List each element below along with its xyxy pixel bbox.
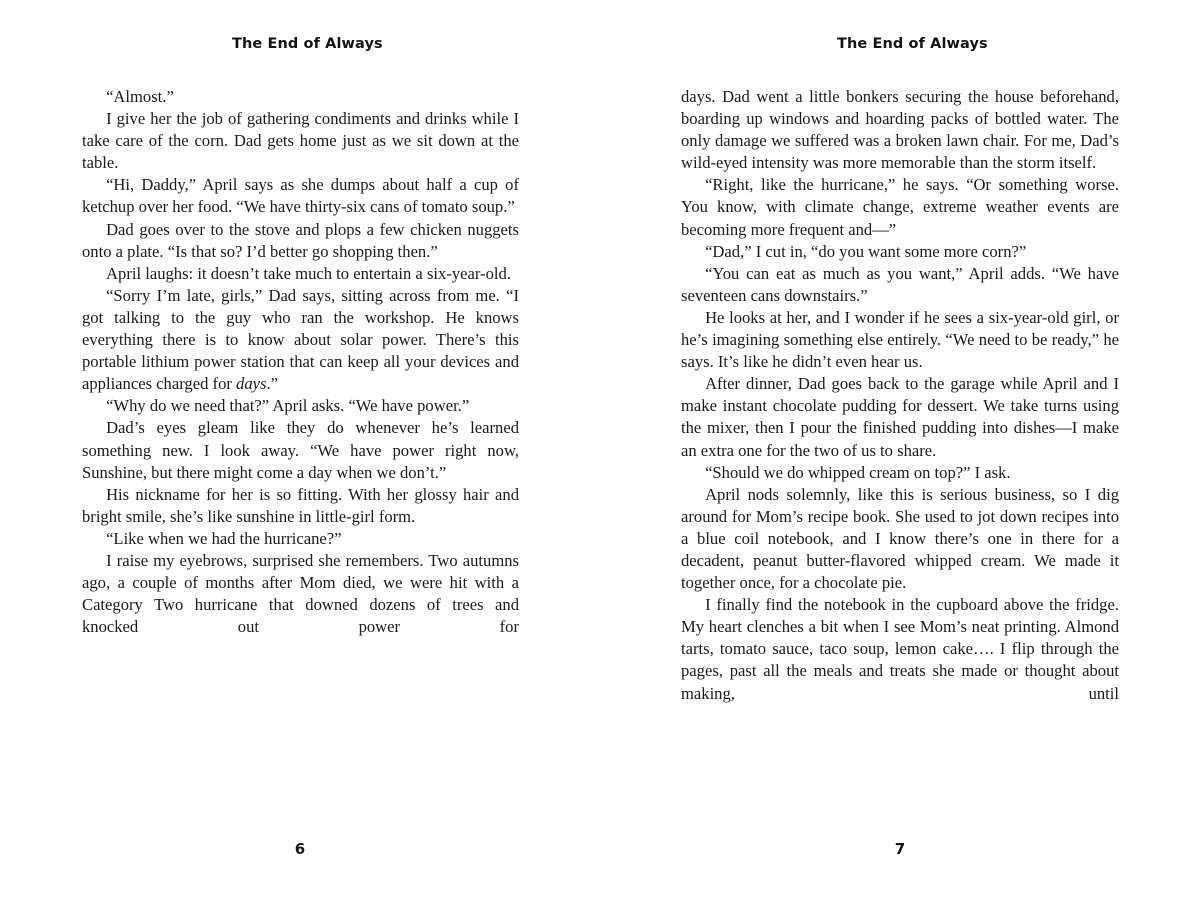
paragraph-text-tail: .” [266, 374, 278, 394]
paragraph: He looks at her, and I wonder if he sees a six-year-old girl, or he’s imagining something else entirely. “We need to be ready,” he says. It’s like he didn’t even hear us. [681, 307, 1119, 372]
page-number-left: 6 [294, 840, 306, 858]
paragraph: “Like when we had the hurricane?” [106, 528, 342, 548]
paragraph-text-lead: “Sorry I’m late, girls,” Dad says, sitting across from me. “I got talking to the guy who ran the workshop. He knows everything there is to know about solar power. There’s this portable lithium power station that can keep all your devices and appliances charged for [82, 285, 519, 394]
body-text-left [82, 86, 519, 660]
paragraph: Dad’s eyes gleam like they do whenever he’s learned something new. I look away. “We have power right now, Sunshine, but there might come a day when we don’t.” [82, 418, 519, 482]
paragraph: “Right, like the hurricane,” he says. “Or something worse. You know, with climate change, extreme weather events are becoming more frequent and—” [681, 175, 1119, 239]
paragraph: “Almost.” [106, 87, 174, 106]
paragraph: “Should we do whipped cream on top?” I ask. [705, 462, 1011, 482]
paragraph: “You can eat as much as you want,” April adds. “We have seventeen cans downstairs.” [681, 263, 1119, 305]
paragraph-continues: I raise my eyebrows, surprised she remembers. Two autumns ago, a couple of months after Mom died, we were hit with a Category Two hurricane that downed dozens of trees and knocked out power for [82, 550, 519, 637]
paragraph: “Hi, Daddy,” April says as she dumps about half a cup of ketchup over her food. “We have thirty-six cans of tomato soup.” [82, 175, 519, 217]
running-head-left: The End of Always [232, 36, 383, 52]
paragraph-with-italic [82, 285, 519, 395]
page-right [600, 0, 1200, 900]
paragraph: April laughs: it doesn’t take much to entertain a six-year-old. [106, 263, 511, 283]
paragraph-continued: days. Dad went a little bonkers securing the house beforehand, boarding up windows and hoarding packs of bottled water. The only damage we suffered was a broken lawn chair. For me, Dad’s wild-eyed intensity was more memorable than the storm itself. [681, 87, 1119, 173]
paragraph: April nods solemnly, like this is serious business, so I dig around for Mom’s recipe book. She used to jot down recipes into a blue coil notebook, and I know there’s one in there for a decadent, peanut butter-flavored whipped cream. We made it together once, for a chocolate pie. [681, 484, 1119, 593]
paragraph: “Why do we need that?” April asks. “We have power.” [106, 396, 470, 416]
italic-word: days [236, 374, 267, 394]
paragraph: His nickname for her is so fitting. With her glossy hair and bright smile, she’s like sunshine in little-girl form. [82, 484, 519, 526]
paragraph: After dinner, Dad goes back to the garage while April and I make instant chocolate pudding for dessert. We take turns using the mixer, then I pour the finished pudding into dishes—I make an extra one for the two of us to share. [681, 374, 1119, 460]
paragraph-continues: I finally find the notebook in the cupboard above the fridge. My heart clenches a bit when I see Mom’s neat printing. Almond tarts, tomato sauce, taco soup, lemon cake…. I flip through the pages, past all the meals and treats she made or thought about making, until [681, 595, 1119, 703]
paragraph: “Dad,” I cut in, “do you want some more corn?” [705, 241, 1027, 261]
paragraph: Dad goes over to the stove and plops a few chicken nuggets onto a plate. “Is that so? I’d better go shopping then.” [82, 219, 519, 261]
page-number-right: 7 [894, 840, 906, 858]
running-head-right: The End of Always [837, 36, 988, 52]
body-text-right [681, 86, 1119, 727]
paragraph: I give her the job of gathering condiments and drinks while I take care of the corn. Dad gets home just as we sit down at the table. [82, 109, 519, 173]
